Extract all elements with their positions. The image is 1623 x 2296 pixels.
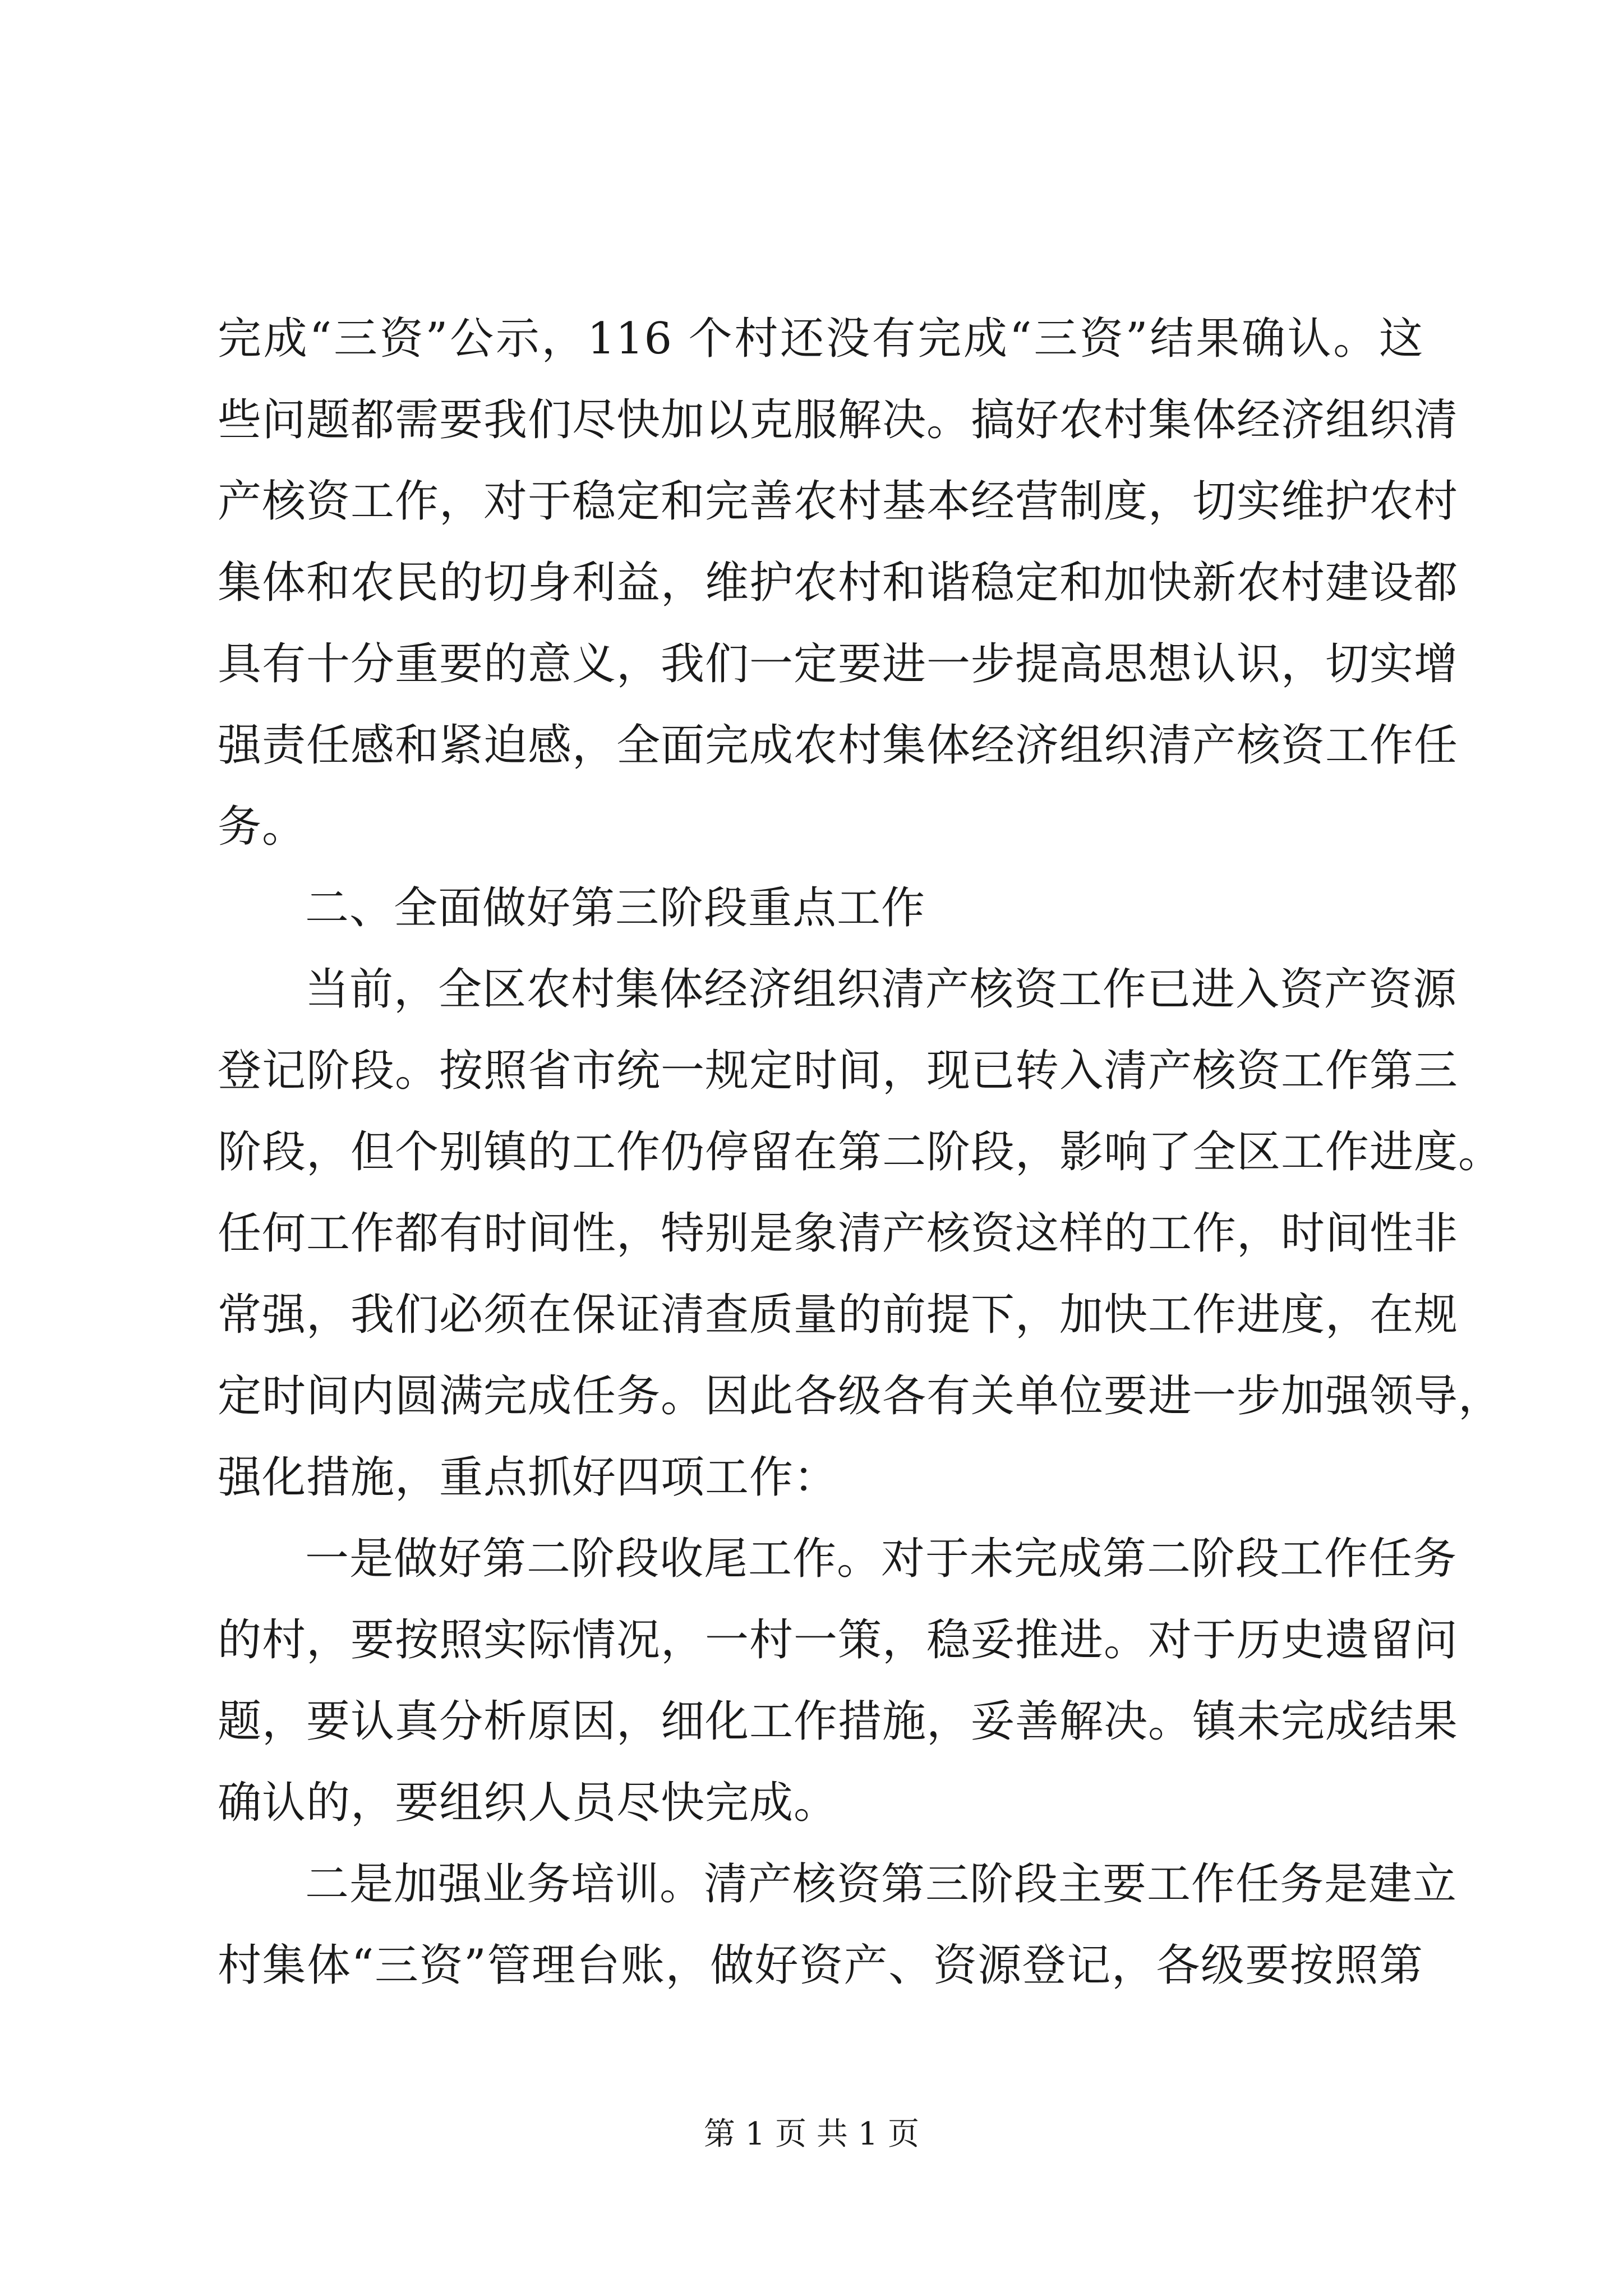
text-line: 题，要认真分析原因，细化工作措施，妥善解决。镇未完成结果 bbox=[218, 1696, 1459, 1747]
text-line: 产核资工作，对于稳定和完善农村基本经营制度，切实维护农村 bbox=[218, 476, 1459, 527]
text-line: 阶段，但个别镇的工作仍停留在第二阶段，影响了全区工作进度。 bbox=[218, 1127, 1503, 1177]
text-line: 集体和农民的切身利益，维护农村和谐稳定和加快新农村建设都 bbox=[218, 558, 1459, 608]
text-line: 村集体“三资”管理台账，做好资产、资源登记，各级要按照第 bbox=[218, 1940, 1423, 1991]
text-line: 一是做好第二阶段收尾工作。对于未完成第二阶段工作任务 bbox=[305, 1534, 1458, 1584]
text-line: 具有十分重要的意义，我们一定要进一步提高思想认识，切实增 bbox=[218, 639, 1459, 689]
text-line: 确认的，要组织人员尽快完成。 bbox=[218, 1778, 838, 1828]
text-line: 强化措施，重点抓好四项工作： bbox=[218, 1452, 838, 1503]
text-line: 的村，要按照实际情况，一村一策，稳妥推进。对于历史遗留问 bbox=[218, 1615, 1459, 1665]
text-line: 二是加强业务培训。清产核资第三阶段主要工作任务是建立 bbox=[305, 1859, 1458, 1910]
text-line: 登记阶段。按照省市统一规定时间，现已转入清产核资工作第三 bbox=[218, 1046, 1459, 1096]
text-line: 些问题都需要我们尽快加以克服解决。搞好农村集体经济组织清 bbox=[218, 395, 1459, 445]
text-line: 定时间内圆满完成任务。因此各级各有关单位要进一步加强领导， bbox=[218, 1371, 1503, 1421]
text-line: 二、全面做好第三阶段重点工作 bbox=[305, 883, 926, 933]
text-line: 完成“三资”公示，116 个村还没有完成“三资”结果确认。这 bbox=[218, 314, 1423, 364]
page-footer: 第 1 页 共 1 页 bbox=[703, 2116, 920, 2152]
text-line: 常强，我们必须在保证清查质量的前提下，加快工作进度，在规 bbox=[218, 1290, 1459, 1340]
text-line: 当前，全区农村集体经济组织清产核资工作已进入资产资源 bbox=[305, 964, 1458, 1015]
document-body bbox=[218, 298, 1503, 2007]
text-line: 强责任感和紧迫感，全面完成农村集体经济组织清产核资工作任 bbox=[218, 720, 1459, 771]
text-line: 任何工作都有时间性，特别是象清产核资这样的工作，时间性非 bbox=[218, 1208, 1459, 1259]
text-line: 务。 bbox=[218, 802, 307, 852]
